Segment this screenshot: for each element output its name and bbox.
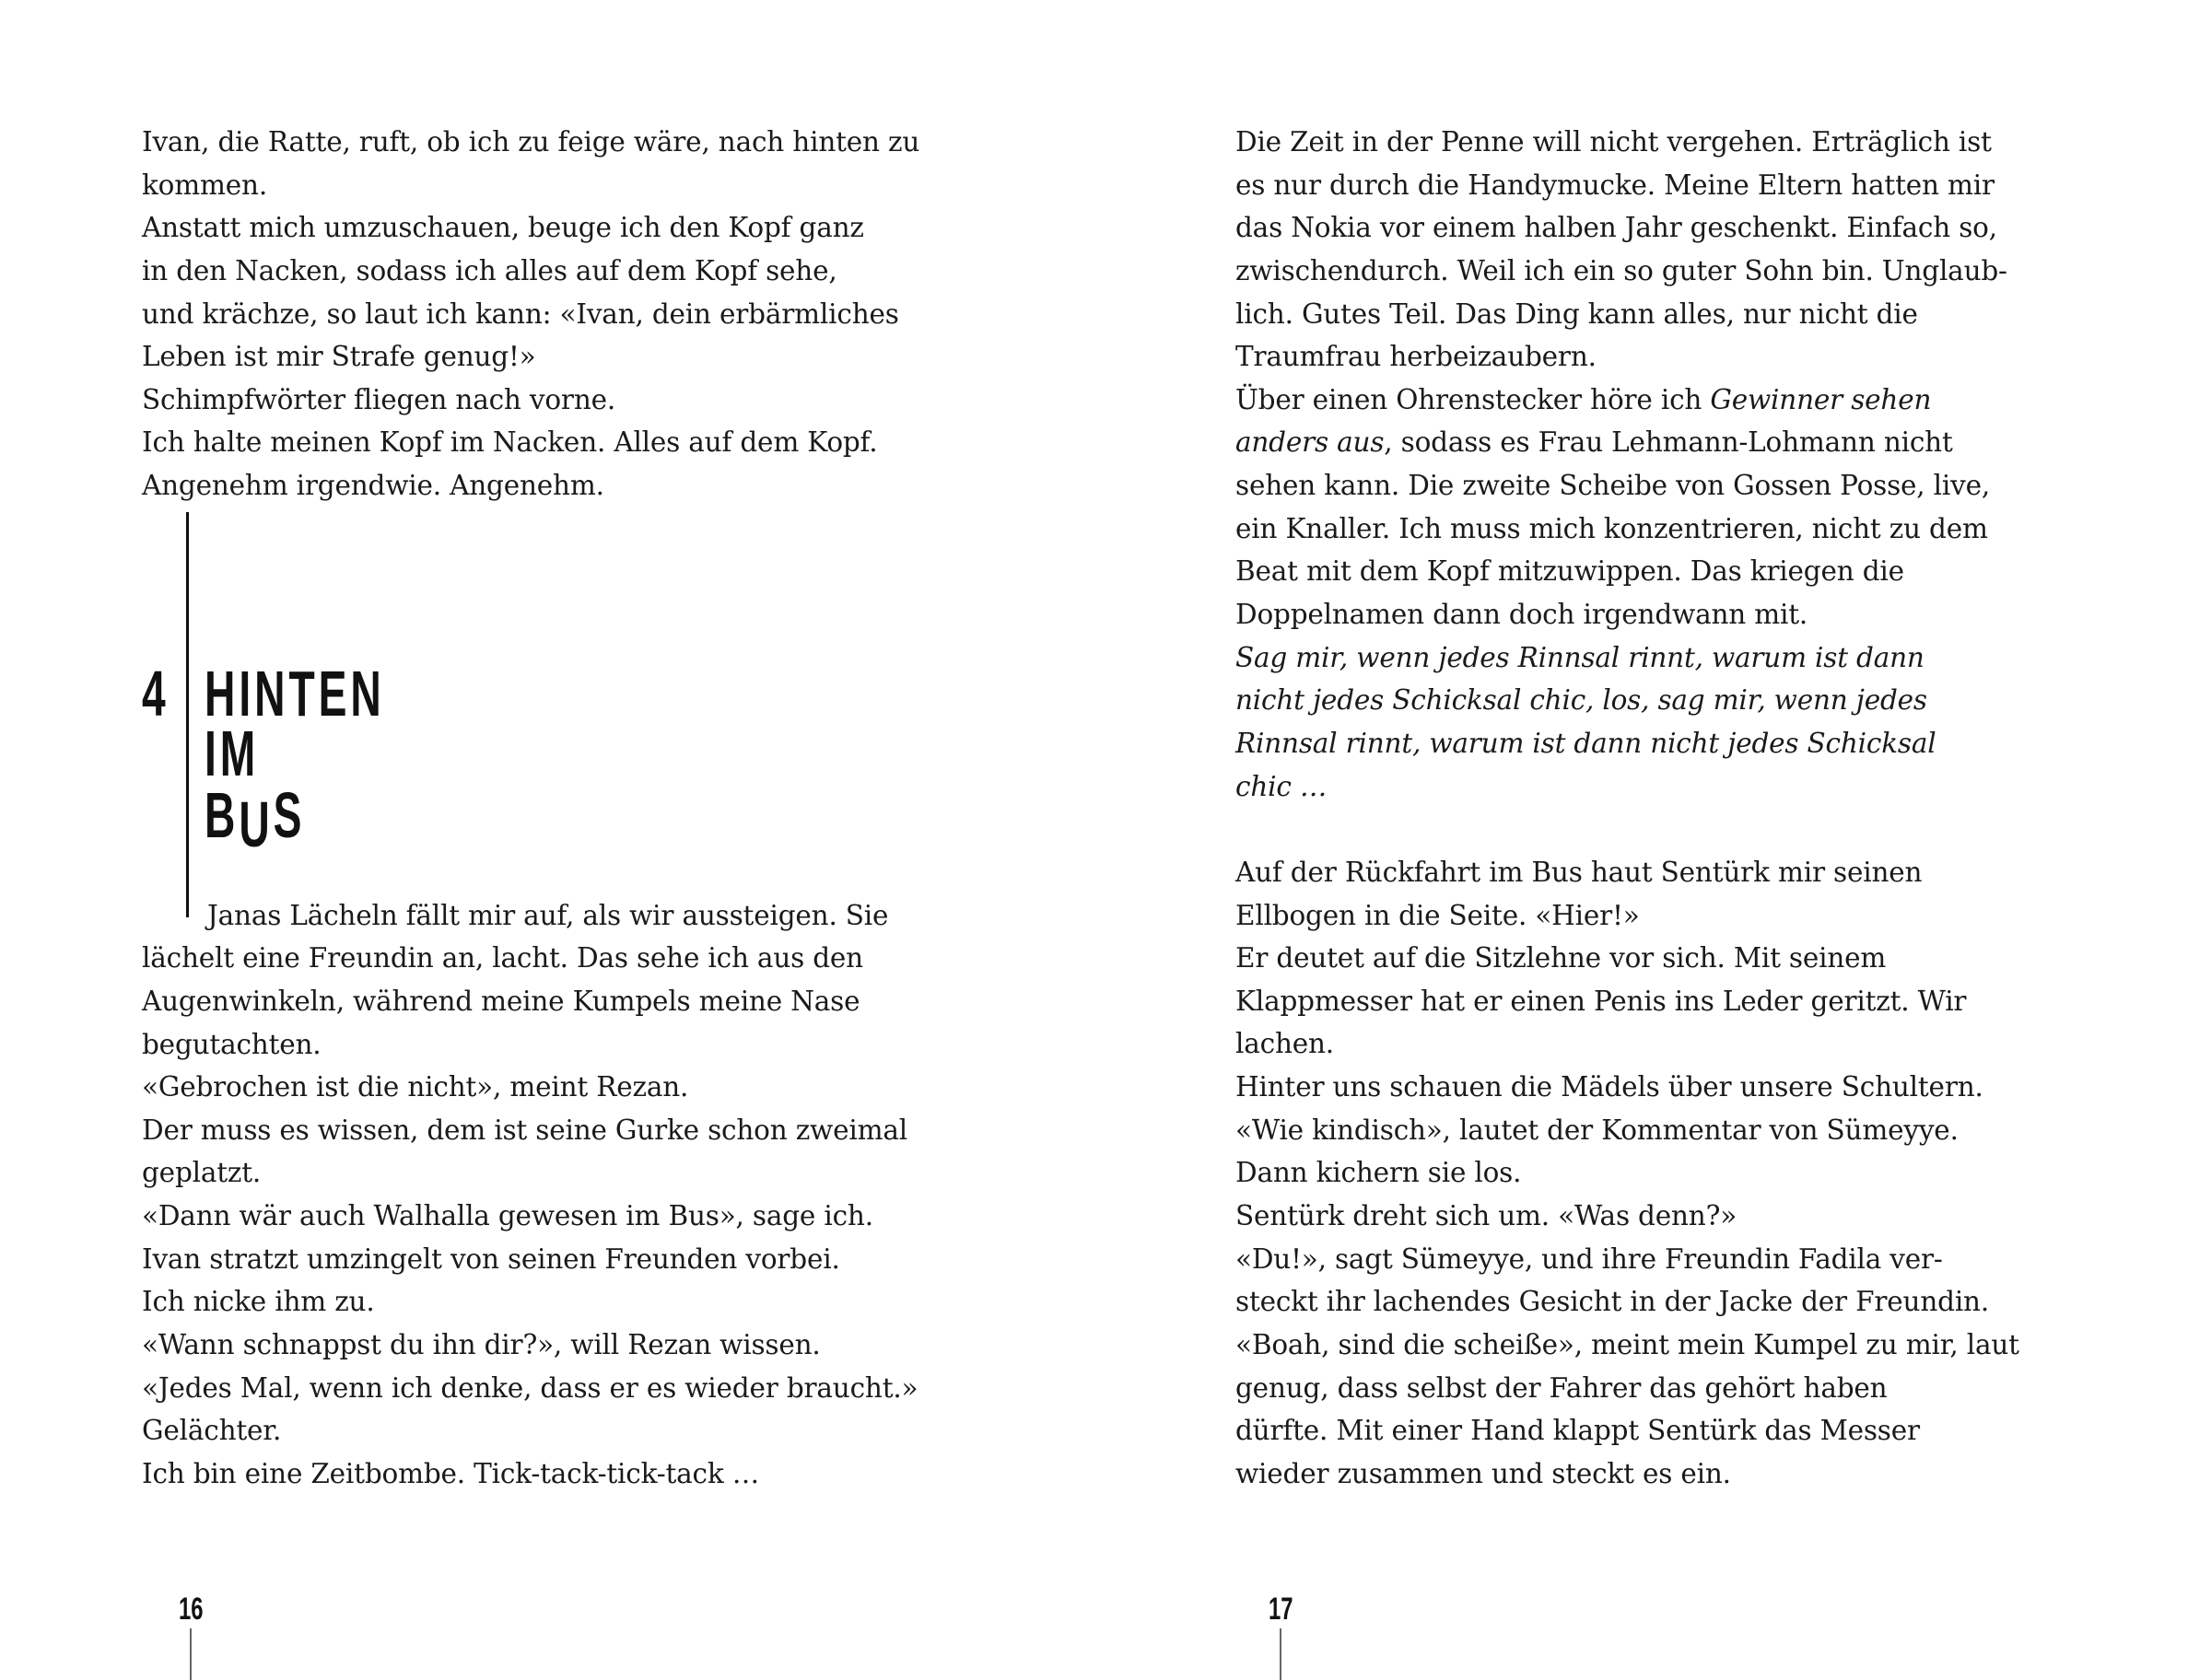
text-line xyxy=(1235,980,2019,1023)
text-segment: Er deutet auf die Sitzlehne vor sich. Mit seinem xyxy=(1235,942,1887,974)
text-segment: «Wie kindisch», lautet der Kommentar von Sümeyye. xyxy=(1235,1114,1959,1146)
text-segment: steckt ihr lachendes Gesicht in der Jacke der Freundin. xyxy=(1235,1286,1990,1318)
page-number-line-left xyxy=(190,1628,192,1680)
text-line xyxy=(1235,379,2019,422)
text-line: Anstatt mich umzuschauen, beuge ich den Kopf ganz xyxy=(142,212,864,244)
text-line: Janas Lächeln fällt mir auf, als wir aussteigen. Sie xyxy=(207,899,889,931)
text-line: Ivan, die Ratte, ruft, ob ich zu feige wäre, nach hinten zu xyxy=(142,126,920,158)
text-line xyxy=(1235,894,2019,938)
text-segment: «Du!», sagt Sümeyye, und ihre Freundin Fadila ver- xyxy=(1235,1242,1943,1275)
text-line: Ivan stratzt umzingelt von seinen Freunden vorbei. xyxy=(142,1242,840,1275)
text-segment: es nur durch die Handymucke. Meine Eltern hatten mir xyxy=(1235,169,1995,201)
text-line xyxy=(1235,1367,2019,1410)
text-line xyxy=(1235,121,2019,164)
text-line xyxy=(1235,1022,2019,1066)
text-segment: , sodass es Frau Lehmann-Lohmann nicht xyxy=(1384,426,1953,459)
text-line: begutachten. xyxy=(142,1028,322,1060)
text-line xyxy=(1235,808,2019,851)
text-line: Ich bin eine Zeitbombe. Tick-tack-tick-tack … xyxy=(142,1457,760,1489)
italic-text: nicht jedes Schicksal chic, los, sag mir, wenn jedes xyxy=(1235,684,1927,717)
text-segment: Auf der Rückfahrt im Bus haut Sentürk mir seinen xyxy=(1235,856,1923,888)
text-line xyxy=(1235,293,2019,336)
chapter-title-line-1: HINTEN xyxy=(205,658,385,729)
chapter-title-letter: U xyxy=(239,788,274,860)
text-line xyxy=(1235,937,2019,980)
text-line: Ich halte meinen Kopf im Nacken. Alles auf dem Kopf. xyxy=(142,426,878,459)
text-line: «Wann schnappst du ihn dir?», will Rezan wissen. xyxy=(142,1329,821,1361)
text-line xyxy=(1235,1151,2019,1195)
text-line: Der muss es wissen, dem ist seine Gurke schon zweimal xyxy=(142,1114,907,1146)
text-segment: Sentürk dreht sich um. «Was denn?» xyxy=(1235,1200,1737,1232)
text-line: «Dann wär auch Walhalla gewesen im Bus», sage ich. xyxy=(142,1200,873,1232)
text-line: Leben ist mir Strafe genug!» xyxy=(142,341,536,373)
text-segment: zwischendurch. Weil ich ein so guter Sohn bin. Unglaub- xyxy=(1235,254,2007,286)
text-line xyxy=(1235,1195,2019,1238)
text-line: Angenehm irgendwie. Angenehm. xyxy=(142,470,604,502)
text-line xyxy=(1235,1109,2019,1152)
text-line xyxy=(1235,508,2019,551)
italic-text: Rinnsal rinnt, warum ist dann nicht jedes Schicksal xyxy=(1235,727,1936,759)
chapter-title-line-3 xyxy=(205,779,306,860)
text-segment: das Nokia vor einem halben Jahr geschenkt. Einfach so, xyxy=(1235,212,1997,244)
text-line xyxy=(1235,722,2019,765)
right-page-text xyxy=(1235,121,2019,1496)
chapter-divider-line xyxy=(186,512,189,917)
text-line xyxy=(1235,421,2019,464)
chapter-title-letter: B xyxy=(205,779,240,851)
text-segment: lachen. xyxy=(1235,1028,1334,1060)
text-segment: sehen kann. Die zweite Scheibe von Gossen Posse, live, xyxy=(1235,470,1991,502)
text-line: lächelt eine Freundin an, lacht. Das sehe ich aus den xyxy=(142,942,863,974)
text-segment: Die Zeit in der Penne will nicht vergehen. Erträglich ist xyxy=(1235,126,1992,158)
text-segment: Beat mit dem Kopf mitzuwippen. Das kriegen die xyxy=(1235,555,1904,588)
text-line xyxy=(1235,1066,2019,1109)
text-segment: Doppelnamen dann doch irgendwann mit. xyxy=(1235,599,1808,631)
text-line xyxy=(1235,206,2019,250)
italic-text: Sag mir, wenn jedes Rinnsal rinnt, warum ist dann xyxy=(1235,641,1924,673)
text-segment: genug, dass selbst der Fahrer das gehört haben xyxy=(1235,1371,1888,1404)
text-line xyxy=(1235,765,2019,809)
text-line xyxy=(1235,636,2019,680)
text-segment: «Boah, sind die scheiße», meint mein Kumpel zu mir, laut xyxy=(1235,1328,2019,1360)
text-line xyxy=(1235,550,2019,593)
text-line: Ich nicke ihm zu. xyxy=(142,1286,375,1318)
text-line xyxy=(1235,1324,2019,1367)
text-line xyxy=(1235,335,2019,379)
italic-text: anders aus xyxy=(1235,426,1385,459)
chapter-title-line-2: IM xyxy=(205,718,260,789)
text-line xyxy=(1235,250,2019,293)
text-line xyxy=(1235,593,2019,636)
text-line: Augenwinkeln, während meine Kumpels meine Nase xyxy=(142,985,860,1017)
text-line xyxy=(1235,851,2019,894)
text-line: Schimpfwörter fliegen nach vorne. xyxy=(142,383,616,415)
text-segment: dürfte. Mit einer Hand klappt Sentürk das Messer xyxy=(1235,1415,1920,1447)
text-line: in den Nacken, sodass ich alles auf dem Kopf sehe, xyxy=(142,254,837,286)
text-line xyxy=(1235,1280,2019,1324)
text-line: kommen. xyxy=(142,169,268,201)
text-line: «Jedes Mal, wenn ich denke, dass er es wieder braucht.» xyxy=(142,1371,918,1404)
text-segment: Über einen Ohrenstecker höre ich xyxy=(1235,383,1711,415)
text-line xyxy=(1235,164,2019,207)
text-segment: Ellbogen in die Seite. «Hier!» xyxy=(1235,899,1640,931)
text-line xyxy=(1235,679,2019,722)
text-segment: Klappmesser hat er einen Penis ins Leder geritzt. Wir xyxy=(1235,985,1967,1017)
text-line: Gelächter. xyxy=(142,1415,282,1447)
text-line: und krächze, so laut ich kann: «Ivan, dein erbärmliches xyxy=(142,298,899,330)
page-number-right: 17 xyxy=(1269,1592,1293,1627)
text-segment: Traumfrau herbeizaubern. xyxy=(1235,341,1597,373)
text-segment: lich. Gutes Teil. Das Ding kann alles, nur nicht die xyxy=(1235,298,1918,330)
text-line: geplatzt. xyxy=(142,1157,262,1189)
chapter-title-letter: S xyxy=(273,779,306,851)
text-line xyxy=(1235,1452,2019,1496)
text-segment: Hinter uns schauen die Mädels über unsere Schultern. xyxy=(1235,1071,1983,1103)
text-line xyxy=(1235,464,2019,508)
text-line: «Gebrochen ist die nicht», meint Rezan. xyxy=(142,1071,689,1103)
text-line xyxy=(1235,1238,2019,1281)
text-segment: ein Knaller. Ich muss mich konzentrieren, nicht zu dem xyxy=(1235,512,1988,544)
italic-text: chic … xyxy=(1235,770,1328,802)
chapter-number: 4 xyxy=(142,658,166,729)
italic-text: Gewinner sehen xyxy=(1710,383,1932,415)
page-number-line-right xyxy=(1280,1628,1281,1680)
text-line xyxy=(1235,1409,2019,1452)
text-segment: wieder zusammen und steckt es ein. xyxy=(1235,1457,1731,1489)
page-number-left: 16 xyxy=(179,1592,204,1627)
text-segment: Dann kichern sie los. xyxy=(1235,1157,1522,1189)
